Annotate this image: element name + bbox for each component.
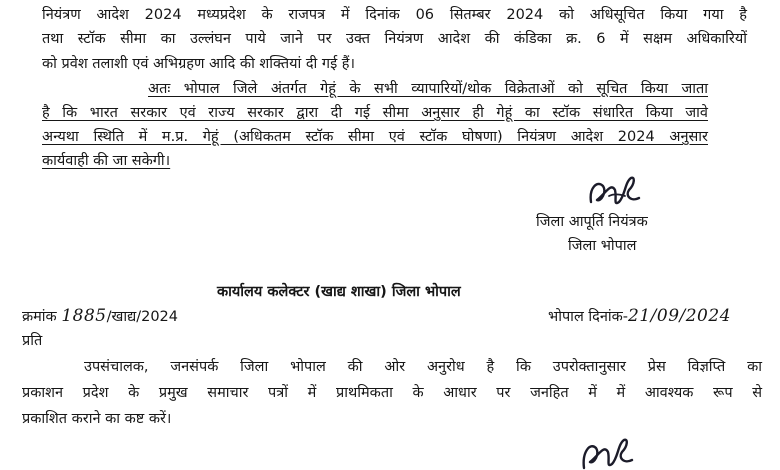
paragraph1-line2: तथा स्टॉक सीमा का उल्लंघन पाये जाने पर उक्त नियंत्रण आदेश की कंडिका क्र. 6 में सक्षम अधिकारियों: [42, 31, 747, 47]
date-handwritten-value: 21/09/2024: [628, 306, 731, 326]
to-label: प्रति: [22, 333, 43, 349]
reference-prefix: क्रमांक: [22, 309, 57, 325]
reference-number: [22, 307, 178, 326]
signatory-place: जिला भोपाल: [568, 238, 637, 254]
date-label: भोपाल दिनांक-: [548, 309, 629, 325]
paragraph3-line1: उपसंचालक, जनसंपर्क जिला भोपाल की ओर अनुरोध है कि उपरोक्तानुसार प्रेस विज्ञप्ति का: [84, 359, 762, 375]
office-heading: कार्यालय कलेक्टर (खाद्य शाखा) जिला भोपाल: [217, 284, 461, 300]
reference-handwritten-number: 1885: [61, 306, 107, 326]
paragraph1-line3: को प्रवेश तलाशी एवं अभिग्रहण आदि की शक्तियां दी गई हैं।: [42, 56, 356, 72]
paragraph2-line2: है कि भारत सरकार एवं राज्य सरकार द्वारा दी गई सीमा अनुसार ही गेहूं का स्टॉक संधारित किया जावे: [42, 105, 708, 121]
paragraph2-line4: कार्यवाही की जा सकेगी।: [42, 153, 171, 169]
paragraph3-line2: प्रकाशन प्रदेश के प्रमुख समाचार पत्रों में प्राथमिकता के आधार पर जनहित में में आवश्यक रूप से: [22, 385, 762, 401]
signature-1: [585, 172, 645, 214]
reference-suffix: /खाद्य/2024: [106, 309, 179, 325]
paragraph2-line1: अतः भोपाल जिले अंतर्गत गेहूं के सभी व्यापारियों/थोक विक्रेताओं को सूचित किया जाता: [148, 81, 708, 97]
signature-2: [578, 428, 638, 470]
reference-date: [548, 307, 731, 326]
signatory-title: जिला आपूर्ति नियंत्रक: [536, 214, 648, 230]
paragraph1-line1: नियंत्रण आदेश 2024 मध्यप्रदेश के राजपत्र में दिनांक 06 सितम्बर 2024 को अधिसूचित किया गया है: [42, 7, 747, 23]
paragraph3-line3: प्रकाशित कराने का कष्ट करें।: [22, 411, 172, 427]
paragraph2-line3: अन्यथा स्थिति में म.प्र. गेहूं (अधिकतम स्टॉक सीमा एवं स्टॉक घोषणा) नियंत्रण आदेश 2024 अनुसार: [42, 129, 708, 145]
